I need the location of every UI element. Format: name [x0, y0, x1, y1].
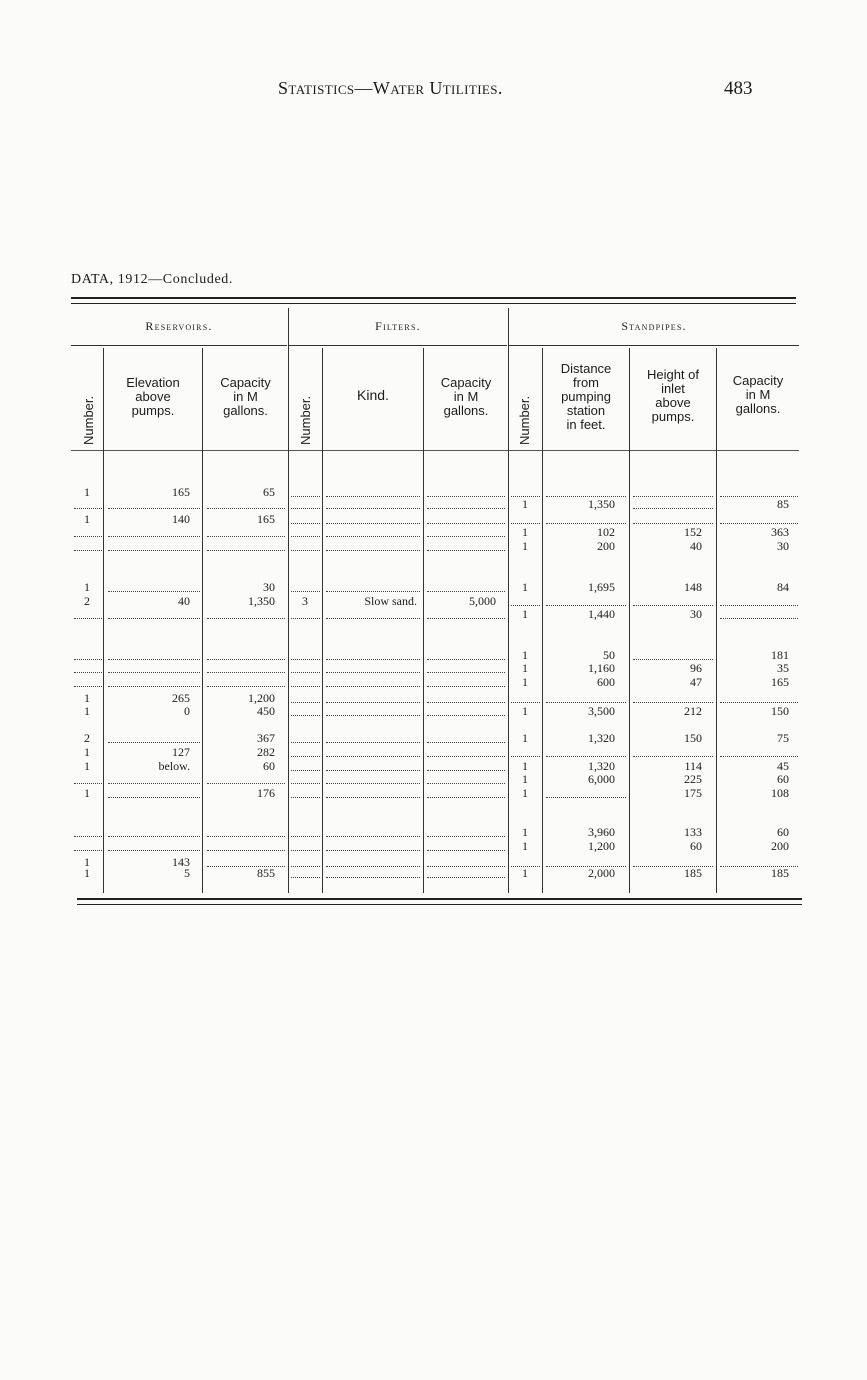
table-cell: 165: [257, 512, 275, 526]
leader-dots: [291, 591, 320, 592]
leader-dots: [291, 770, 320, 771]
table-cell: 1,350: [588, 497, 615, 511]
leader-dots: [511, 523, 540, 524]
col-head-std-height: [630, 368, 716, 424]
table-cell: 600: [597, 675, 615, 689]
leader-dots: [633, 508, 713, 509]
table-cell: 185: [684, 866, 702, 880]
leader-dots: [427, 672, 505, 673]
table-cell: 30: [777, 539, 789, 553]
leader-dots: [633, 605, 713, 606]
table-cell: 1,160: [588, 661, 615, 675]
table-cell: 60: [263, 759, 275, 773]
col-head-line: in M: [453, 389, 479, 404]
table-cell: 181: [771, 648, 789, 662]
col-head-line: pumping: [561, 389, 611, 404]
leader-dots: [74, 618, 102, 619]
table-cell: 176: [257, 786, 275, 800]
table-cell: 1: [522, 648, 528, 662]
page-number: 483: [724, 78, 753, 99]
leader-dots: [74, 836, 102, 837]
leader-dots: [108, 659, 200, 660]
leader-dots: [546, 523, 626, 524]
leader-dots: [291, 686, 320, 687]
table-cell: 165: [771, 675, 789, 689]
leader-dots: [291, 742, 320, 743]
table-cell: 1,440: [588, 607, 615, 621]
leader-dots: [427, 770, 505, 771]
table-cell: 84: [777, 580, 789, 594]
table-cell: 1: [522, 772, 528, 786]
leader-dots: [291, 508, 320, 509]
leader-dots: [207, 672, 285, 673]
col-head-line: Elevation: [126, 375, 180, 390]
table-cell: 148: [684, 580, 702, 594]
leader-dots: [427, 742, 505, 743]
leader-dots: [108, 508, 200, 509]
col-head-line: Height of: [646, 367, 700, 382]
col-head-std-capacity: [717, 374, 799, 416]
col-head-line: above: [135, 389, 171, 404]
leader-dots: [108, 550, 200, 551]
leader-dots: [633, 496, 713, 497]
leader-dots: [326, 702, 420, 703]
col-head-res-capacity: [203, 376, 288, 418]
col-head-line: above: [655, 395, 691, 410]
table-cell: 1: [522, 825, 528, 839]
table-cell: 1: [84, 759, 90, 773]
leader-dots: [326, 550, 420, 551]
leader-dots: [427, 496, 505, 497]
table-cell: 1: [84, 745, 90, 759]
table-cell: 30: [263, 580, 275, 594]
table-cell: 1: [522, 525, 528, 539]
table-cell: 60: [690, 839, 702, 853]
leader-dots: [427, 866, 505, 867]
leader-dots: [511, 605, 540, 606]
col-head-fil-capacity: [424, 376, 508, 418]
column-rule: [103, 348, 104, 893]
leader-dots: [326, 850, 420, 851]
table-cell: 150: [771, 704, 789, 718]
leader-dots: [326, 756, 420, 757]
leader-dots: [633, 523, 713, 524]
table-cell: 2: [84, 731, 90, 745]
table-cell: Slow sand.: [364, 594, 417, 608]
leader-dots: [74, 550, 102, 551]
col-head-res-elevation: [104, 376, 202, 418]
leader-dots: [291, 715, 320, 716]
leader-dots: [108, 536, 200, 537]
table-cell: 5,000: [469, 594, 496, 608]
leader-dots: [74, 783, 102, 784]
table-cell: 75: [777, 731, 789, 745]
table-cell: 1,695: [588, 580, 615, 594]
leader-dots: [207, 783, 285, 784]
leader-dots: [326, 783, 420, 784]
table-cell: 1: [84, 866, 90, 880]
leader-dots: [207, 850, 285, 851]
col-head-line: in feet.: [566, 417, 606, 432]
table-cell: 3: [302, 594, 308, 608]
table-cell: 0: [184, 704, 190, 718]
col-head-line: Distance: [560, 361, 612, 376]
leader-dots: [546, 702, 626, 703]
column-rule: [202, 348, 203, 893]
leader-dots: [546, 756, 626, 757]
leader-dots: [326, 877, 420, 878]
leader-dots: [74, 536, 102, 537]
table-cell: 60: [777, 825, 789, 839]
table-cell: 60: [777, 772, 789, 786]
top-rule: [71, 297, 796, 299]
col-head-fil-kind: Kind.: [357, 387, 389, 403]
table-cell: 1,320: [588, 731, 615, 745]
leader-dots: [326, 686, 420, 687]
group-rule-reservoirs: [71, 345, 287, 346]
leader-dots: [291, 550, 320, 551]
leader-dots: [633, 756, 713, 757]
group-head-filters: Filters.: [375, 319, 421, 333]
group-head-reservoirs: Reservoirs.: [145, 319, 213, 333]
table-cell: 212: [684, 704, 702, 718]
col-head-line: gallons.: [735, 401, 781, 416]
header-bottom-rule: [71, 450, 799, 451]
col-head-res-number: Number.: [81, 395, 96, 445]
leader-dots: [633, 702, 713, 703]
table-cell: 150: [684, 731, 702, 745]
table-cell: 3,960: [588, 825, 615, 839]
leader-dots: [546, 605, 626, 606]
table-cell: 114: [684, 759, 702, 773]
col-head-line: gallons.: [223, 403, 268, 418]
table-cell: 1: [522, 675, 528, 689]
table-cell: 45: [777, 759, 789, 773]
leader-dots: [427, 783, 505, 784]
leader-dots: [207, 836, 285, 837]
table-cell: 1: [522, 786, 528, 800]
leader-dots: [326, 742, 420, 743]
table-cell: 282: [257, 745, 275, 759]
col-head-std-number: Number.: [517, 395, 532, 445]
leader-dots: [427, 797, 505, 798]
table-cell: 108: [771, 786, 789, 800]
leader-dots: [326, 866, 420, 867]
leader-dots: [291, 618, 320, 619]
running-head: Statistics—Water Utilities.: [278, 78, 503, 98]
table-cell: 40: [690, 539, 702, 553]
table-cell: 1: [84, 704, 90, 718]
leader-dots: [427, 686, 505, 687]
table-cell: 1: [522, 607, 528, 621]
table-cell: 2,000: [588, 866, 615, 880]
group-rule-vertical: [508, 308, 509, 893]
leader-dots: [326, 508, 420, 509]
leader-dots: [108, 797, 200, 798]
table-cell: 1: [522, 580, 528, 594]
leader-dots: [427, 591, 505, 592]
leader-dots: [326, 659, 420, 660]
group-rule-standpipes: [509, 345, 799, 346]
table-cell: 1: [84, 580, 90, 594]
table-cell: 2: [84, 594, 90, 608]
leader-dots: [108, 591, 200, 592]
leader-dots: [108, 836, 200, 837]
table-cell: 1: [522, 839, 528, 853]
table-cell: 35: [777, 661, 789, 675]
table-cell: 1: [522, 704, 528, 718]
top-rule-thin: [71, 303, 796, 304]
table-cell: 3,500: [588, 704, 615, 718]
table-cell: 1: [84, 485, 90, 499]
leader-dots: [207, 508, 285, 509]
leader-dots: [291, 783, 320, 784]
table-cell: 175: [684, 786, 702, 800]
leader-dots: [326, 672, 420, 673]
leader-dots: [326, 797, 420, 798]
col-head-fil-number: Number.: [298, 395, 313, 445]
col-head-line: Capacity: [732, 373, 784, 388]
table-cell: 265: [172, 691, 190, 705]
table-cell: 1,200: [588, 839, 615, 853]
leader-dots: [291, 756, 320, 757]
leader-dots: [633, 659, 713, 660]
col-head-line: in M: [233, 389, 258, 404]
table-cell: 140: [172, 512, 190, 526]
table-cell: 1,350: [248, 594, 275, 608]
table-cell: 30: [690, 607, 702, 621]
table-cell: 50: [603, 648, 615, 662]
leader-dots: [427, 523, 505, 524]
leader-dots: [427, 659, 505, 660]
leader-dots: [427, 508, 505, 509]
col-head-line: gallons.: [443, 403, 489, 418]
col-head-line: in M: [745, 387, 771, 402]
leader-dots: [326, 591, 420, 592]
leader-dots: [74, 850, 102, 851]
table-cell: 225: [684, 772, 702, 786]
leader-dots: [326, 618, 420, 619]
table-cell: 133: [684, 825, 702, 839]
leader-dots: [108, 686, 200, 687]
leader-dots: [427, 715, 505, 716]
table-cell: 102: [597, 525, 615, 539]
table-cell: 143: [172, 855, 190, 869]
leader-dots: [427, 850, 505, 851]
leader-dots: [720, 756, 798, 757]
table-cell: 165: [172, 485, 190, 499]
table-cell: 1: [522, 731, 528, 745]
table-cell: 85: [777, 497, 789, 511]
table-cell: 367: [257, 731, 275, 745]
leader-dots: [291, 672, 320, 673]
col-head-line: Capacity: [220, 375, 271, 390]
leader-dots: [427, 836, 505, 837]
leader-dots: [427, 550, 505, 551]
leader-dots: [207, 659, 285, 660]
leader-dots: [427, 756, 505, 757]
table-cell: 5: [184, 866, 190, 880]
table-cell: 1: [84, 512, 90, 526]
leader-dots: [291, 850, 320, 851]
leader-dots: [291, 797, 320, 798]
leader-dots: [74, 672, 102, 673]
table-cell: 200: [597, 539, 615, 553]
leader-dots: [326, 536, 420, 537]
page-header: [0, 78, 867, 102]
leader-dots: [511, 756, 540, 757]
leader-dots: [74, 508, 102, 509]
leader-dots: [427, 536, 505, 537]
leader-dots: [291, 836, 320, 837]
table-cell: 1,200: [248, 691, 275, 705]
column-rule: [322, 348, 323, 893]
table-cell: 450: [257, 704, 275, 718]
table-cell: 1,320: [588, 759, 615, 773]
bottom-rule: [77, 898, 802, 900]
leader-dots: [427, 618, 505, 619]
column-rule: [716, 348, 717, 893]
table-cell: 1: [522, 539, 528, 553]
leader-dots: [427, 702, 505, 703]
table-cell: 47: [690, 675, 702, 689]
col-head-line: Capacity: [440, 375, 492, 390]
table-cell: 1: [522, 497, 528, 511]
table-cell: 1: [84, 786, 90, 800]
leader-dots: [108, 618, 200, 619]
table-cell: 152: [684, 525, 702, 539]
leader-dots: [291, 702, 320, 703]
leader-dots: [326, 523, 420, 524]
leader-dots: [326, 496, 420, 497]
leader-dots: [720, 618, 798, 619]
leader-dots: [291, 523, 320, 524]
leader-dots: [74, 686, 102, 687]
col-head-std-distance: [543, 362, 629, 432]
table-cell: 200: [771, 839, 789, 853]
leader-dots: [427, 877, 505, 878]
leader-dots: [291, 659, 320, 660]
table-cell: 6,000: [588, 772, 615, 786]
leader-dots: [291, 536, 320, 537]
table-cell: 363: [771, 525, 789, 539]
leader-dots: [207, 618, 285, 619]
table-cell: 127: [172, 745, 190, 759]
leader-dots: [291, 866, 320, 867]
leader-dots: [291, 877, 320, 878]
leader-dots: [720, 605, 798, 606]
table-cell: 1: [84, 691, 90, 705]
table-caption: DATA, 1912—Concluded.: [71, 272, 233, 287]
group-head-standpipes: Standpipes.: [621, 319, 687, 333]
leader-dots: [108, 672, 200, 673]
leader-dots: [108, 783, 200, 784]
leader-dots: [326, 770, 420, 771]
group-rule-filters: [289, 345, 507, 346]
table-cell: 855: [257, 866, 275, 880]
col-head-line: pumps.: [651, 409, 695, 424]
table-cell: 1: [522, 661, 528, 675]
table-cell: 1: [522, 866, 528, 880]
table-cell: below.: [158, 759, 190, 773]
table-cell: 1: [84, 855, 90, 869]
col-head-line: station: [566, 403, 606, 418]
column-rule: [423, 348, 424, 893]
table-cell: 96: [690, 661, 702, 675]
col-head-line: from: [573, 375, 599, 390]
leader-dots: [207, 536, 285, 537]
col-head-line: pumps.: [131, 403, 175, 418]
leader-dots: [326, 836, 420, 837]
table-cell: 185: [771, 866, 789, 880]
leader-dots: [108, 742, 200, 743]
leader-dots: [207, 550, 285, 551]
leader-dots: [546, 797, 626, 798]
leader-dots: [720, 523, 798, 524]
bottom-rule-thin: [77, 904, 802, 905]
leader-dots: [326, 715, 420, 716]
leader-dots: [74, 659, 102, 660]
leader-dots: [291, 496, 320, 497]
table-cell: 1: [522, 759, 528, 773]
leader-dots: [511, 702, 540, 703]
col-head-line: inlet: [661, 381, 685, 396]
leader-dots: [720, 702, 798, 703]
leader-dots: [108, 850, 200, 851]
table-cell: 65: [263, 485, 275, 499]
leader-dots: [207, 686, 285, 687]
table-cell: 40: [178, 594, 190, 608]
